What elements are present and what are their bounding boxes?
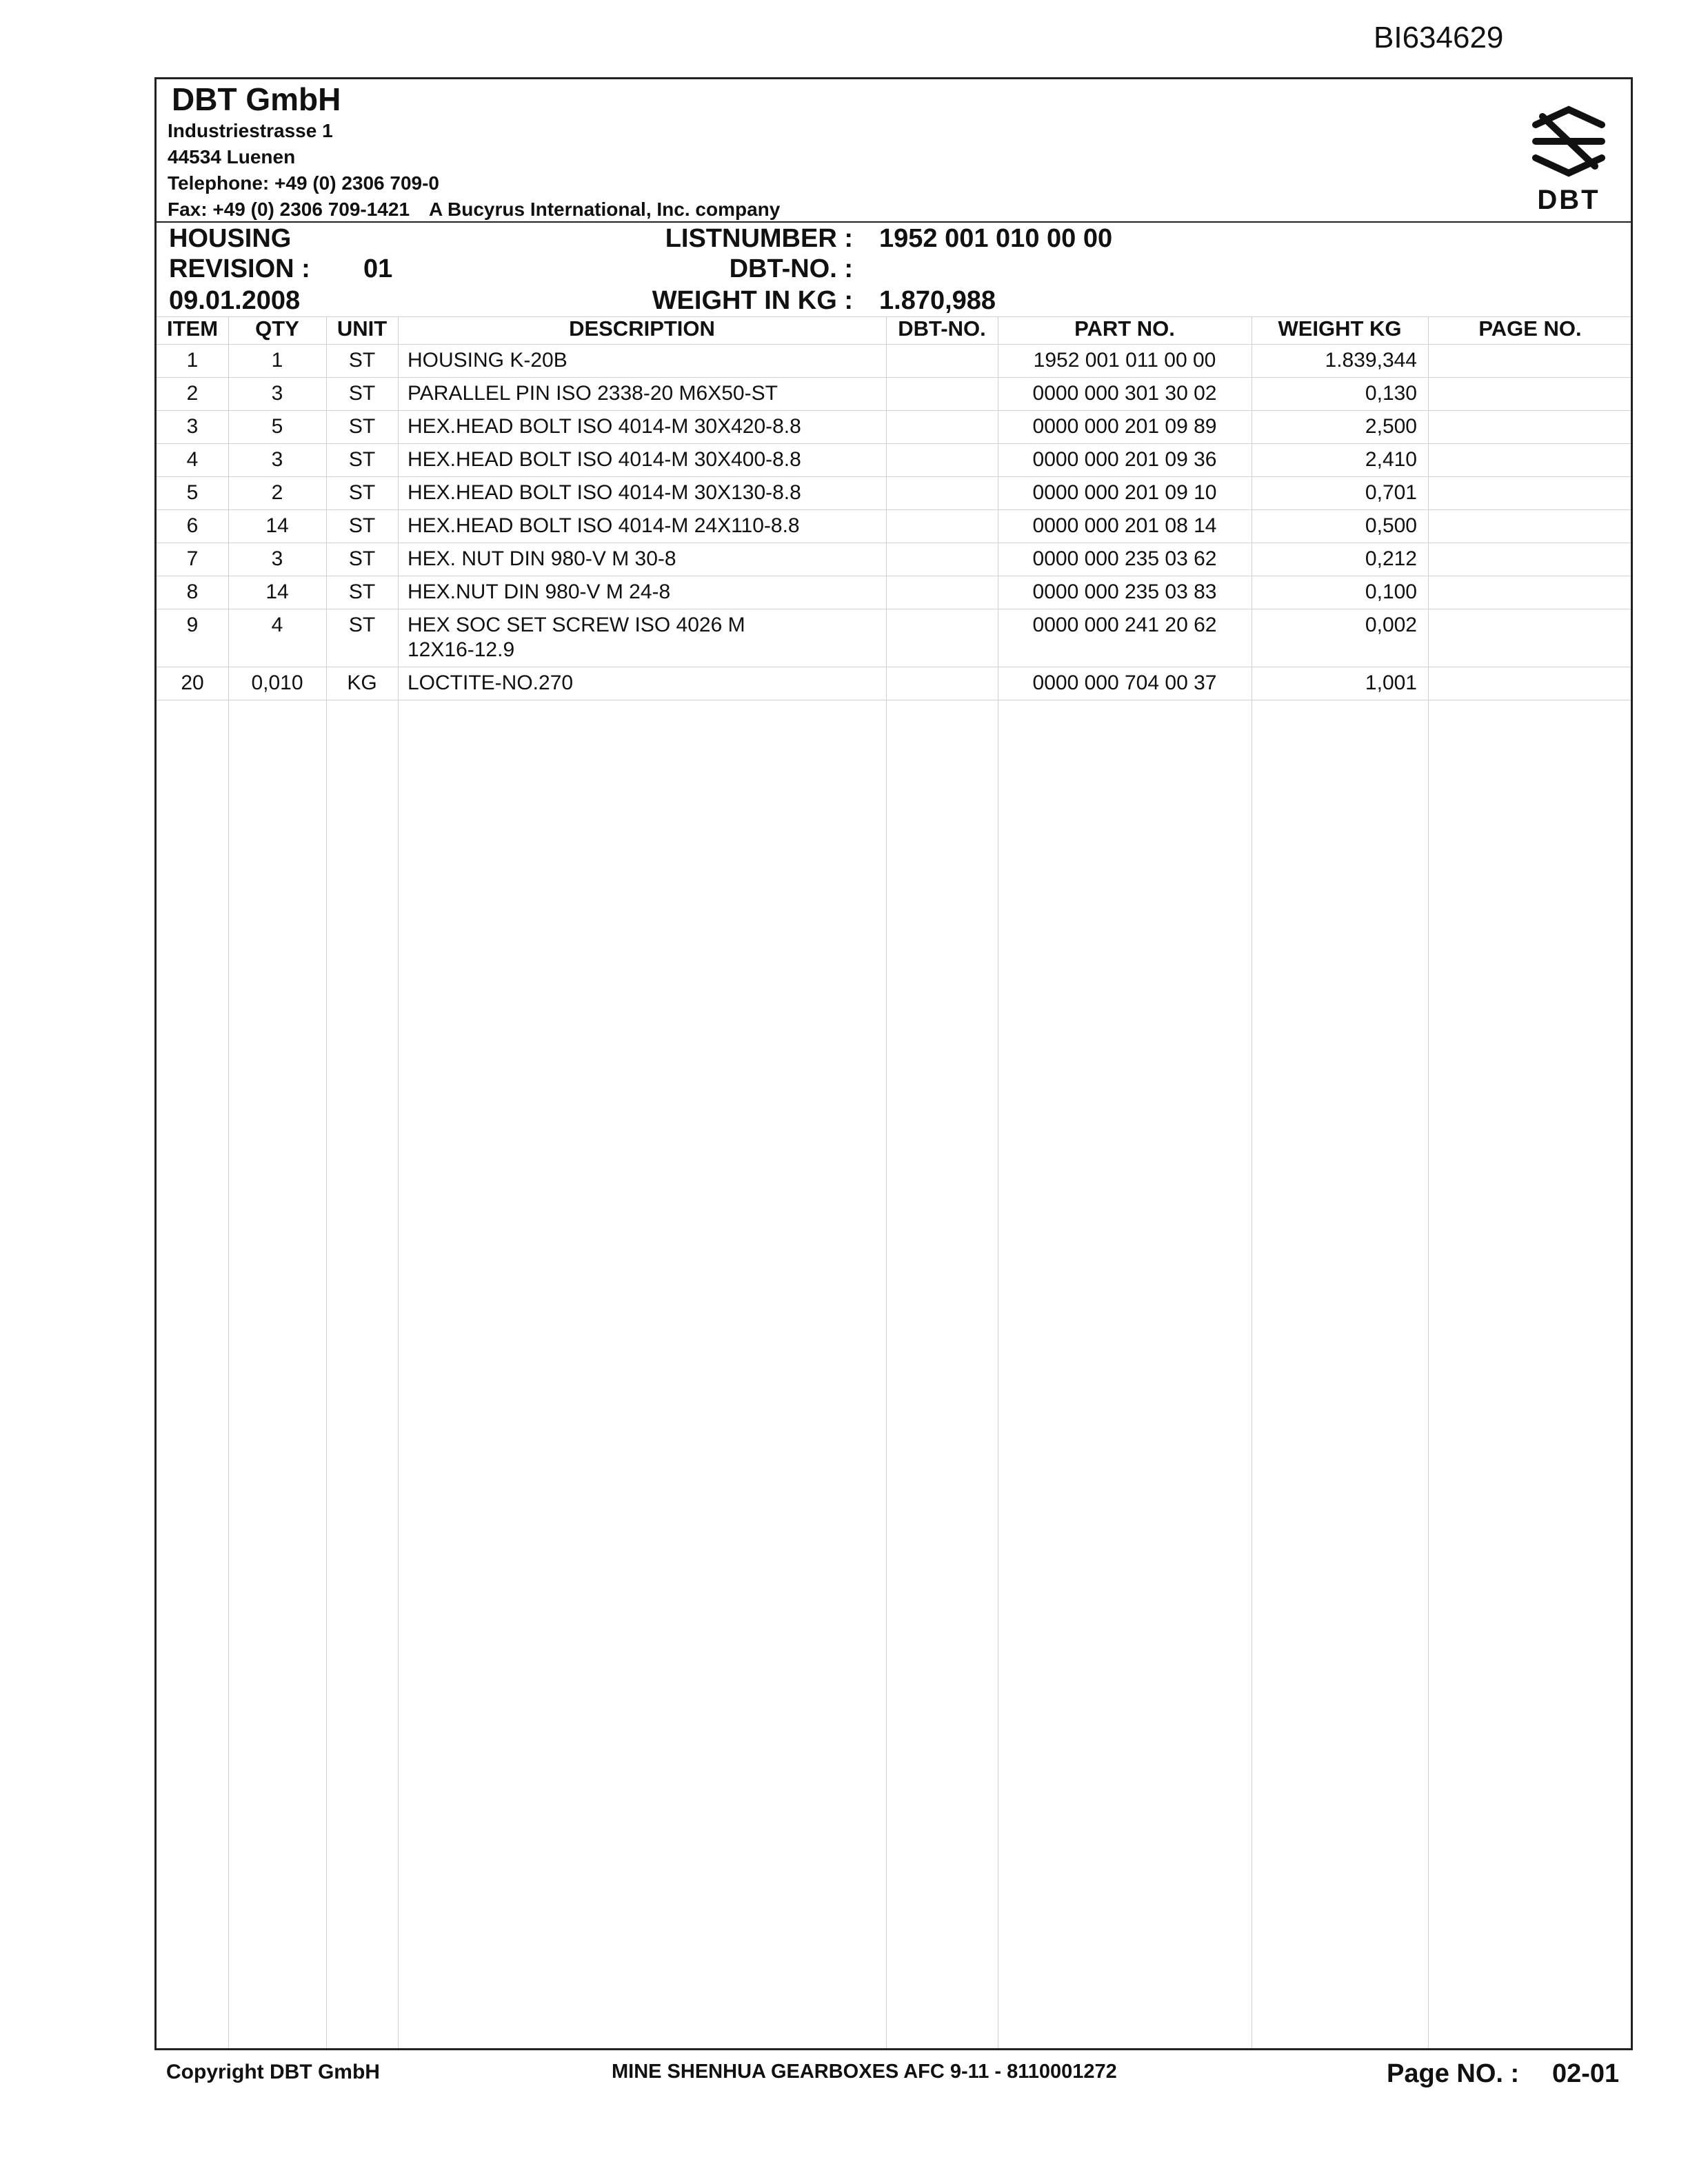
row-divider [157, 509, 1631, 510]
cell-item: 5 [186, 481, 199, 504]
cell-weight: 0,100 [1365, 580, 1417, 603]
cell-qty: 3 [271, 448, 283, 471]
header-divider [157, 221, 1631, 223]
cell-weight: 1.839,344 [1325, 349, 1417, 372]
footer-project: MINE SHENHUA GEARBOXES AFC 9-11 - 8110001272 [612, 2061, 1117, 2083]
logo-text: DBT [1537, 185, 1600, 215]
cell-unit: ST [348, 415, 376, 438]
cell-unit: KG [347, 671, 377, 694]
cell-item: 3 [186, 415, 199, 438]
document-id: BI634629 [1374, 21, 1504, 54]
cell-qty: 5 [271, 415, 283, 438]
company-fax-row [168, 196, 780, 223]
cell-qty: 0,010 [251, 671, 303, 694]
cell-unit: ST [348, 448, 376, 471]
company-fax: Fax: +49 (0) 2306 709-1421 [168, 199, 410, 220]
cell-partno: 0000 000 235 03 83 [1032, 580, 1217, 603]
cell-qty: 2 [271, 481, 283, 504]
footer-page-label: Page NO. : [1387, 2059, 1520, 2088]
column-header-bottom-rule [157, 344, 1631, 345]
footer-copyright: Copyright DBT GmbH [166, 2061, 380, 2083]
weight-label: WEIGHT IN KG : [652, 286, 853, 315]
cell-description: HEX.HEAD BOLT ISO 4014-M 30X130-8.8 [408, 481, 801, 504]
cell-description: HEX.HEAD BOLT ISO 4014-M 24X110-8.8 [408, 514, 800, 537]
cell-item: 7 [186, 547, 199, 570]
cell-item: 1 [186, 349, 199, 372]
company-parent: A Bucyrus International, Inc. company [429, 199, 781, 220]
column-header-description: DESCRIPTION [569, 316, 715, 341]
cell-unit: ST [348, 580, 376, 603]
cell-unit: ST [348, 481, 376, 504]
cell-description-continuation: 12X16-12.9 [408, 638, 515, 661]
cell-qty: 4 [271, 614, 283, 636]
cell-partno: 0000 000 704 00 37 [1032, 671, 1217, 694]
parts-list-frame [154, 77, 1633, 2088]
row-divider [157, 476, 1631, 477]
cell-item: 8 [186, 580, 199, 603]
cell-partno: 0000 000 241 20 62 [1032, 614, 1217, 636]
row-divider [157, 443, 1631, 444]
listnumber-label: LISTNUMBER : [665, 224, 853, 253]
cell-weight: 0,500 [1365, 514, 1417, 537]
cell-description: LOCTITE-NO.270 [408, 671, 574, 694]
cell-partno: 0000 000 201 09 10 [1032, 481, 1217, 504]
cell-partno: 0000 000 201 08 14 [1032, 514, 1217, 537]
cell-unit: ST [348, 349, 376, 372]
cell-description: HEX. NUT DIN 980-V M 30-8 [408, 547, 676, 570]
cell-partno: 0000 000 201 09 36 [1032, 448, 1217, 471]
dbtno-label: DBT-NO. : [729, 254, 853, 283]
cell-unit: ST [348, 547, 376, 570]
cell-qty: 14 [265, 514, 289, 537]
weight-value: 1.870,988 [879, 286, 996, 315]
column-header-unit: UNIT [336, 316, 388, 341]
cell-weight: 0,212 [1365, 547, 1417, 570]
company-telephone: Telephone: +49 (0) 2306 709-0 [168, 172, 439, 194]
listnumber-value: 1952 001 010 00 00 [879, 224, 1113, 253]
footer-page-number: 02-01 [1552, 2059, 1620, 2088]
cell-partno: 0000 000 201 09 89 [1032, 415, 1217, 438]
cell-partno: 1952 001 011 00 00 [1033, 349, 1216, 372]
cell-weight: 0,130 [1365, 382, 1417, 405]
cell-unit: ST [348, 614, 376, 636]
column-header-qty: QTY [255, 316, 299, 341]
cell-qty: 3 [271, 547, 283, 570]
dbt-logo-mark-icon [1527, 97, 1610, 184]
cell-weight: 2,500 [1365, 415, 1417, 438]
cell-description: HEX.HEAD BOLT ISO 4014-M 30X420-8.8 [408, 415, 801, 438]
cell-description: HEX.NUT DIN 980-V M 24-8 [408, 580, 671, 603]
cell-description: HEX.HEAD BOLT ISO 4014-M 30X400-8.8 [408, 448, 801, 471]
cell-partno: 0000 000 301 30 02 [1032, 382, 1217, 405]
cell-item: 4 [186, 448, 199, 471]
column-header-weight: WEIGHT KG [1278, 316, 1402, 341]
revision-value: 01 [363, 254, 393, 283]
column-header-item: ITEM [166, 316, 219, 341]
cell-description: HEX SOC SET SCREW ISO 4026 M [408, 614, 745, 636]
cell-unit: ST [348, 514, 376, 537]
company-address-block [166, 79, 780, 223]
company-city: 44534 Luenen [168, 146, 296, 168]
cell-qty: 1 [271, 349, 283, 372]
cell-weight: 1,001 [1365, 671, 1417, 694]
dbt-logo [1527, 97, 1610, 216]
cell-item: 20 [181, 671, 204, 694]
cell-item: 2 [186, 382, 199, 405]
cell-weight: 0,002 [1365, 614, 1417, 636]
column-header-partno: PART NO. [1074, 316, 1175, 341]
cell-qty: 14 [265, 580, 289, 603]
cell-weight: 0,701 [1365, 481, 1417, 504]
cell-description: PARALLEL PIN ISO 2338-20 M6X50-ST [408, 382, 778, 405]
cell-description: HOUSING K-20B [408, 349, 567, 372]
list-title: HOUSING [169, 224, 292, 253]
column-header-dbtno: DBT-NO. [898, 316, 986, 341]
cell-item: 9 [186, 614, 199, 636]
cell-partno: 0000 000 235 03 62 [1032, 547, 1217, 570]
cell-unit: ST [348, 382, 376, 405]
column-header-pageno: PAGE NO. [1478, 316, 1582, 341]
cell-weight: 2,410 [1365, 448, 1417, 471]
company-street: Industriestrasse 1 [168, 120, 333, 141]
cell-qty: 3 [271, 382, 283, 405]
row-divider [157, 377, 1631, 378]
cell-item: 6 [186, 514, 199, 537]
company-name: DBT GmbH [172, 81, 341, 117]
revision-label: REVISION : [169, 254, 310, 283]
list-date: 09.01.2008 [169, 286, 301, 315]
row-divider [157, 410, 1631, 411]
